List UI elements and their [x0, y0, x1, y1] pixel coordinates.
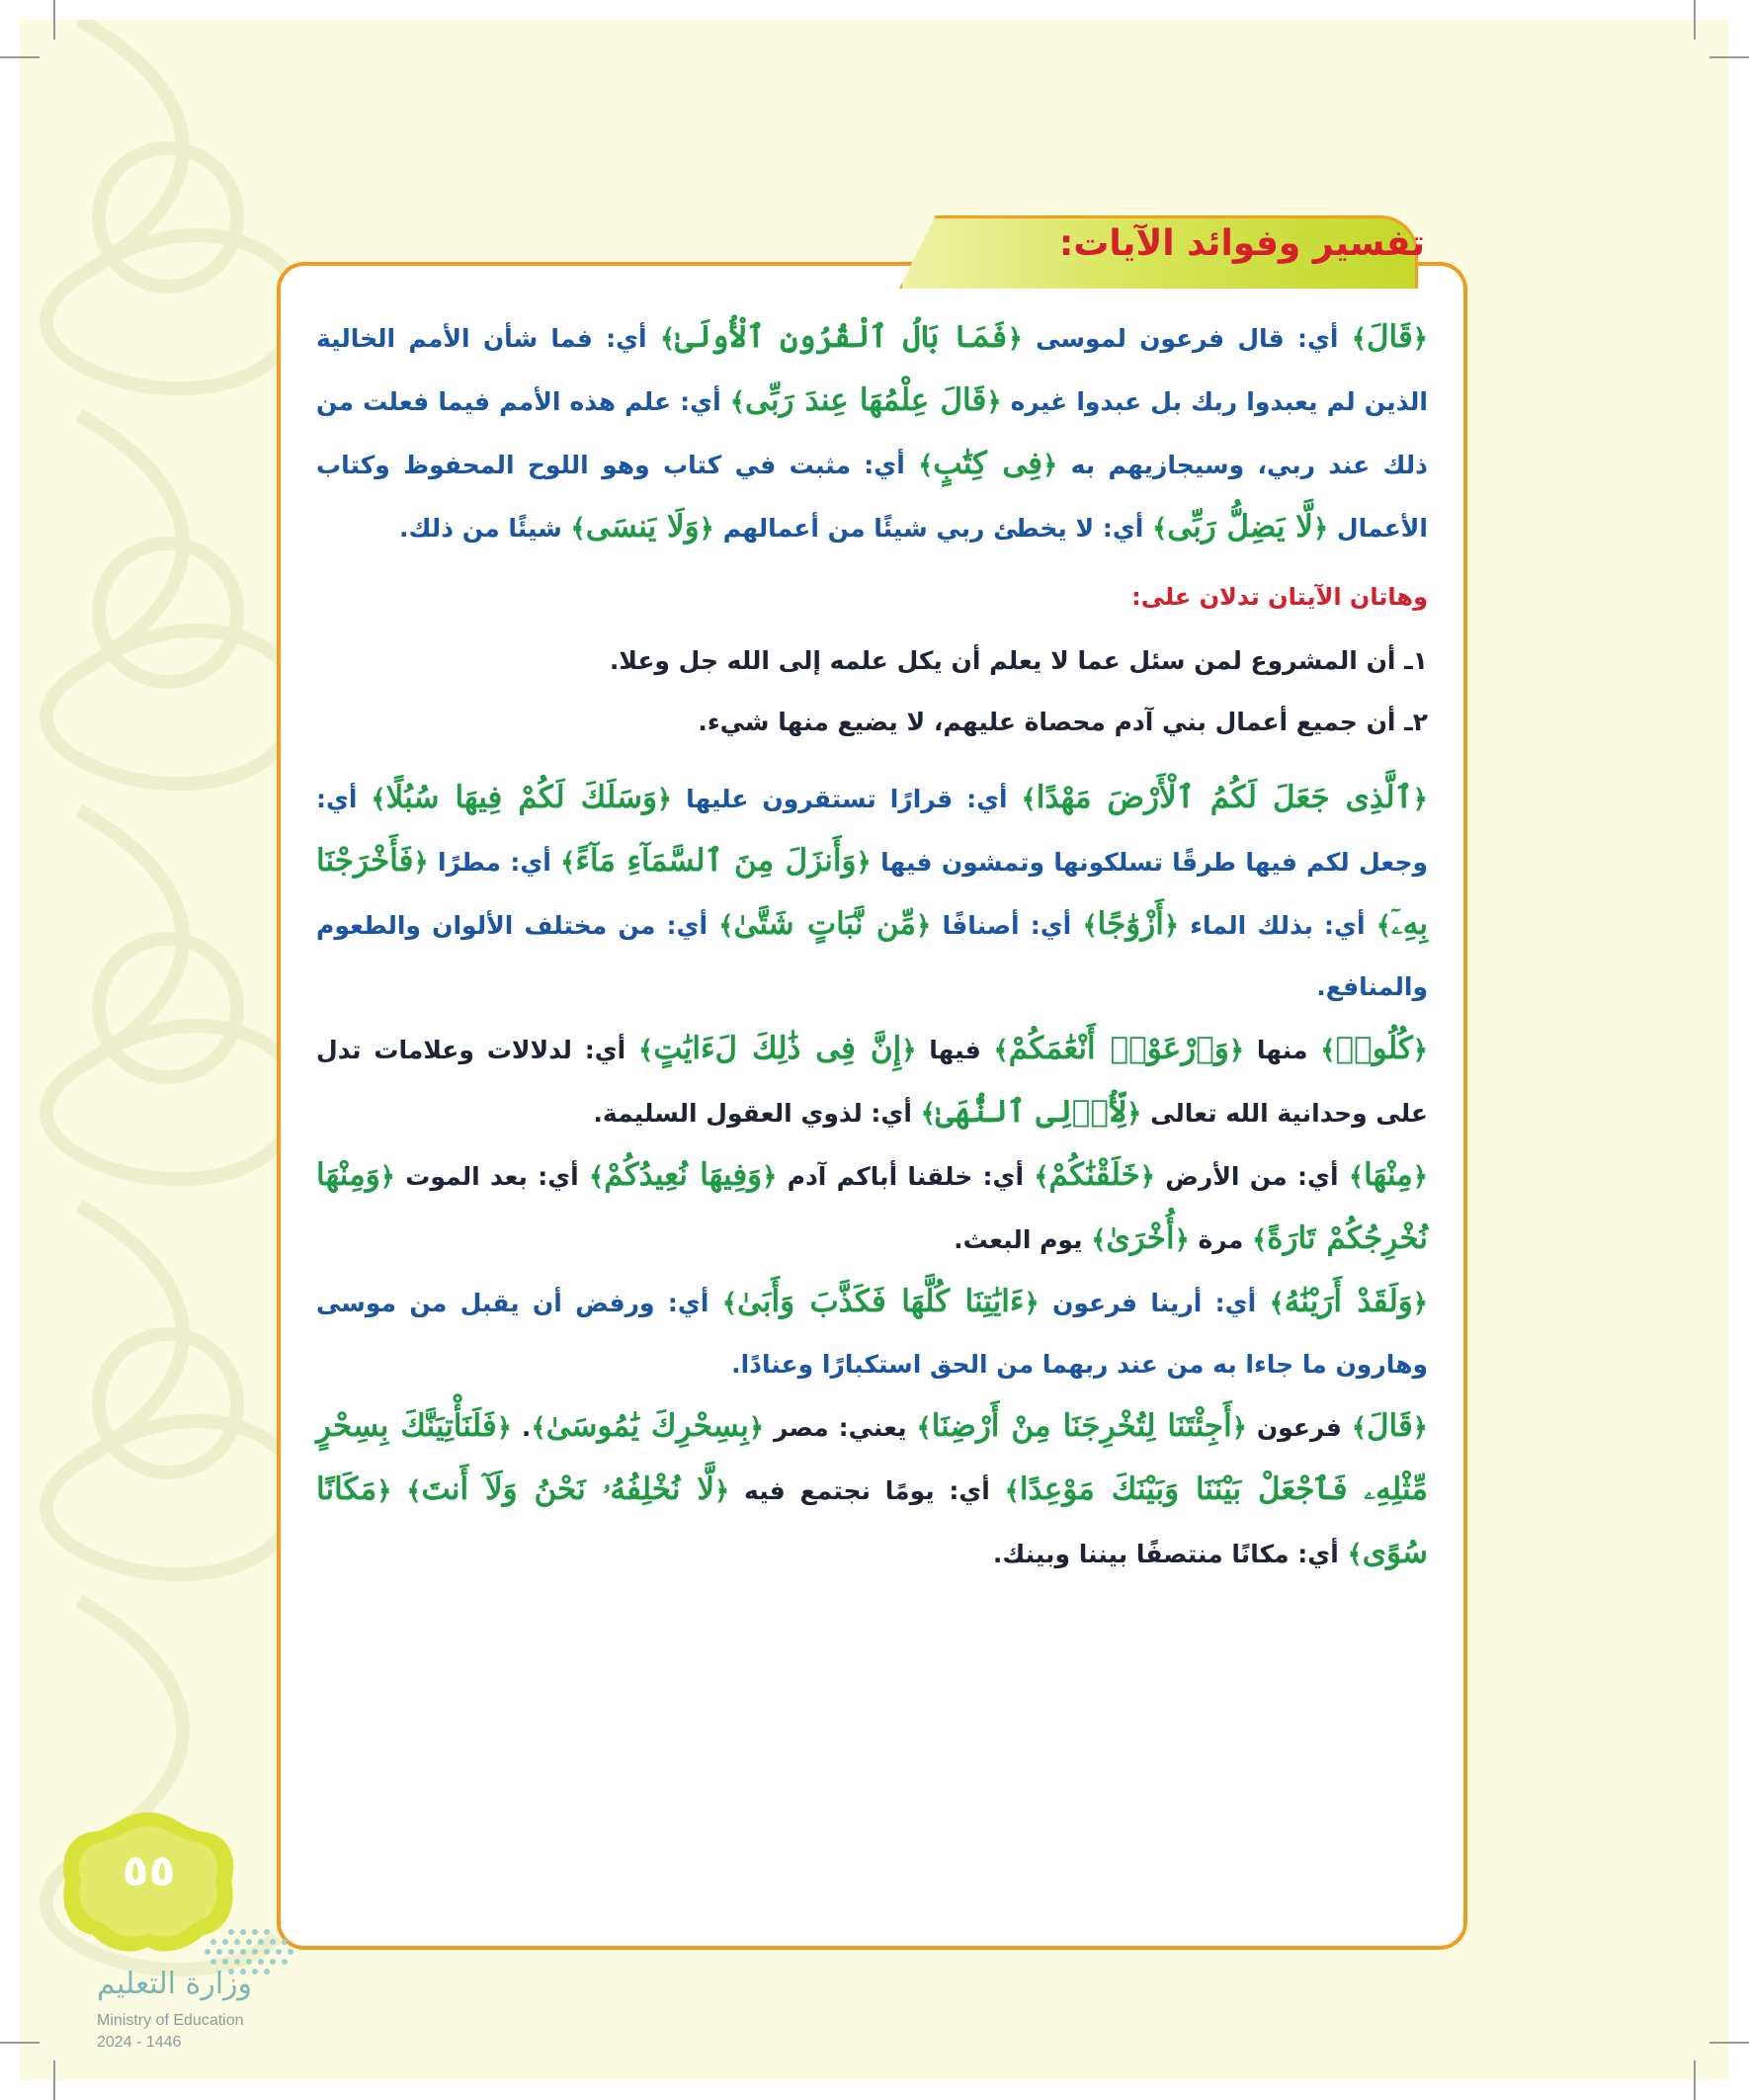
- explanation-text: مرة: [1189, 1225, 1253, 1254]
- ornate-bracket: ﴾: [729, 387, 745, 417]
- quran-verse: وَأَنزَلَ مِنَ ٱلسَّمَآءِ مَآءً: [575, 843, 857, 879]
- quran-verse: لَّا يَضِلُّ رَبِّى: [1167, 509, 1313, 545]
- ornate-bracket: ﴿: [1412, 1289, 1428, 1318]
- ornate-bracket: ﴾: [1091, 1225, 1107, 1255]
- ministry-name-english: Ministry of Education: [97, 2012, 244, 2029]
- explanation-text: [391, 1476, 406, 1505]
- explanation-text: أي: أرينا فرعون: [1039, 1289, 1270, 1317]
- ornate-bracket: ﴾: [406, 1476, 422, 1506]
- crop-mark: [0, 56, 40, 58]
- ornate-bracket: ﴾: [1375, 911, 1391, 941]
- explanation-text: أي: ورفض أن يقبل من موسى وهارون ما جاءا به من عند ربهما من الحق استكبارًا وعنادًا.: [316, 1289, 1428, 1379]
- ornate-bracket: ﴿: [376, 1476, 392, 1506]
- quran-verse: لَّا نُخْلِفُهُۥ نَحْنُ وَلَآ أَنتَ: [421, 1471, 715, 1507]
- quran-verse: وَلَقَدْ أَرَيْنَٰهُ: [1284, 1284, 1413, 1319]
- quran-verse: مِنْهَا: [1364, 1157, 1413, 1193]
- ornate-bracket: ﴾: [1021, 785, 1037, 814]
- ornate-bracket: ﴿: [901, 1036, 917, 1065]
- explanation-text: .: [511, 1413, 532, 1442]
- crop-mark: [1694, 2060, 1696, 2100]
- ornate-bracket: ﴿: [1312, 514, 1329, 544]
- quran-verse: وَلَا يَنسَى: [585, 509, 700, 545]
- paragraph-tafsir-6: [316, 1395, 1428, 1585]
- explanation-text: أي: لا يخطئ ربي شيئًا من أعمالهم: [713, 514, 1153, 543]
- ornate-bracket: ﴿: [699, 514, 714, 544]
- ornate-bracket: ﴿: [1042, 451, 1058, 480]
- ornate-bracket: ﴿: [748, 1413, 765, 1443]
- explanation-text: أي: فما شأن الأمم الخالية الذين لم يعبدوا ربك بل عبدوا غيره: [316, 324, 1428, 416]
- quran-verse: قَالَ: [1366, 1408, 1413, 1444]
- crop-mark: [53, 0, 55, 40]
- quran-verse: فِى كِتَٰبٍ: [933, 446, 1043, 481]
- ornate-bracket: ﴾: [531, 1413, 546, 1443]
- explanation-text: أي: وجعل لكم فيها طرقًا تسلكونها وتمشون فيها: [316, 785, 1428, 877]
- quran-verse: ءَايَٰتِنَا كُلَّهَا فَكَذَّبَ وَأَبَىٰ: [737, 1284, 1025, 1319]
- crop-mark: [1694, 0, 1696, 40]
- ornate-bracket: ﴿: [1412, 1162, 1429, 1192]
- quran-verse: فَلَنَأْتِيَنَّكَ بِسِحْرٍ مِّثْلِهِۦ فَٱجْعَلْ بَيْنَنَا وَبَيْنَكَ مَوْعِدًا: [316, 1408, 1428, 1507]
- ornate-bracket: ﴿: [986, 387, 1002, 417]
- explanation-text: أي: لذوي العقول السليمة.: [593, 1099, 921, 1128]
- quran-verse: وَسَلَكَ لَكُمْ فِيهَا سُبُلًا: [385, 780, 657, 815]
- ornate-bracket: ﴾: [1034, 1162, 1049, 1192]
- quran-verse: قَالَ: [1366, 319, 1413, 355]
- bracket: ﴿: [1412, 324, 1428, 354]
- quran-verse: كُلُوا۟: [1335, 1031, 1413, 1066]
- quran-verse: أُخْرَىٰ: [1106, 1220, 1175, 1256]
- ornate-bracket: ﴾: [1269, 1289, 1285, 1318]
- ornate-bracket: ﴾: [718, 911, 734, 941]
- ornate-bracket: ﴾: [721, 1289, 737, 1318]
- quran-verse: لِّأُو۟لِى ٱلنُّهَىٰ: [935, 1094, 1127, 1130]
- ornate-bracket: ﴿: [1024, 1289, 1040, 1318]
- paragraph-tafsir-5: [316, 1271, 1428, 1395]
- quran-verse: وَفِيهَا نُعِيدُكُمْ: [604, 1157, 763, 1193]
- crop-mark: [0, 2042, 40, 2044]
- benefit-point-2: ٢ـ أن جميع أعمال بني آدم محصاة عليهم، لا يضيع منها شيء.: [698, 708, 1428, 736]
- quran-verse: قَالَ عِلْمُهَا عِندَ رَبِّى: [744, 382, 987, 418]
- ornate-bracket: ﴿: [714, 1476, 730, 1506]
- ornate-bracket: ﴿: [1007, 324, 1023, 354]
- ornate-bracket: ﴾: [1320, 1036, 1336, 1065]
- edition-year: 2024 - 1446: [97, 2034, 182, 2051]
- ornate-bracket: ﴾: [918, 451, 934, 480]
- quran-verse: إِنَّ فِى ذَٰلِكَ لَءَايَٰتٍ: [653, 1031, 902, 1066]
- explanation-text: فيها: [916, 1036, 994, 1064]
- section-title: تفسير وفوائد الآيات:: [1058, 223, 1425, 264]
- explanation-text: أي: خلقنا أباكم آدم: [777, 1162, 1035, 1191]
- ornate-bracket: ﴿: [856, 848, 872, 878]
- explanation-text: أي: أصنافًا: [931, 911, 1083, 940]
- explanation-text: أي: قال فرعون لموسى: [1022, 324, 1352, 353]
- quran-verse: خَلَقْنَٰكُمْ: [1048, 1157, 1140, 1193]
- ornate-bracket: ﴿: [916, 911, 932, 941]
- explanation-text: يعني: مصر: [764, 1413, 917, 1442]
- ornate-bracket: ﴿: [379, 1162, 395, 1192]
- paragraph-tafsir-4: [316, 1144, 1428, 1271]
- explanation-text: يوم البعث.: [954, 1225, 1092, 1254]
- explanation-text: أي: بعد الموت: [394, 1162, 590, 1191]
- quran-verse: ٱلَّذِى جَعَلَ لَكُمُ ٱلْأَرْضَ مَهْدًا: [1036, 780, 1413, 815]
- benefit-point-1: ١ـ أن المشروع لمن سئل عما لا يعلم أن يكل علمه إلى الله جل وعلا.: [609, 646, 1428, 675]
- ornate-bracket: ﴿: [413, 848, 429, 878]
- bracket: ﴾: [1351, 324, 1367, 354]
- ornate-bracket: ﴾: [1082, 911, 1098, 941]
- quran-verse: بِسِحْرِكَ يَٰمُوسَىٰ: [545, 1408, 749, 1444]
- quran-verse: وَٱرْعَوْا۟ أَنْعَٰمَكُمْ: [1008, 1031, 1229, 1066]
- explanation-text: منها: [1244, 1036, 1321, 1064]
- explanation-text: أي: من مختلف الألوان والطعوم والمنافع.: [316, 911, 1428, 1001]
- quran-verse: مِّن نَّبَاتٍ شَتَّىٰ: [733, 906, 917, 942]
- ornate-bracket: ﴾: [920, 1099, 936, 1129]
- explanation-text: شيئًا من ذلك.: [399, 514, 571, 543]
- ornate-bracket: ﴿: [1139, 1162, 1155, 1192]
- ornate-bracket: ﴿: [1163, 911, 1180, 941]
- ornate-bracket: ﴾: [570, 514, 586, 544]
- explanation-text: أي: مطرًا: [428, 848, 561, 877]
- ornate-bracket: ﴾: [993, 1036, 1009, 1065]
- crop-mark: [1709, 56, 1749, 58]
- explanation-text: أي: علم هذه الأمم فيما فعلت من ذلك عند ربي، وسيجازيهم به: [316, 387, 1428, 479]
- explanation-text: فرعون: [1246, 1413, 1352, 1442]
- content-body: [316, 306, 1428, 1585]
- paragraph-tafsir-1: [316, 306, 1428, 559]
- crop-mark: [1709, 2042, 1749, 2044]
- quran-verse: أَزْوَٰجًا: [1097, 906, 1164, 942]
- quran-verse: أَجِئْتَنَا لِتُخْرِجَنَا مِنْ أَرْضِنَا: [931, 1408, 1232, 1444]
- ornate-bracket: ﴿: [1412, 1036, 1428, 1065]
- paragraph-tafsir-3: [316, 1018, 1428, 1144]
- ornate-bracket: ﴾: [1351, 1413, 1367, 1443]
- benefits-intro: وهاتان الآيتان تدلان على:: [1131, 583, 1428, 611]
- quran-verse: فَمَا بَالُ ٱلْقُرُونِ ٱلْأُولَىٰ: [675, 319, 1008, 355]
- ornate-bracket: ﴾: [659, 324, 676, 354]
- ornate-bracket: ﴾: [589, 1162, 605, 1192]
- ornate-bracket: ﴿: [1126, 1099, 1142, 1129]
- explanation-text: أي: لدلالات وعلامات تدل على وحدانية الله تعالى: [316, 1036, 1428, 1128]
- ministry-name-arabic: وزارة التعليم: [97, 1967, 253, 2001]
- ornate-bracket: ﴿: [1412, 785, 1428, 814]
- explanation-text: أي: يومًا نجتمع فيه: [729, 1476, 1005, 1505]
- quran-verse: وَمِنْهَا نُخْرِجُكُمْ تَارَةً: [316, 1157, 1428, 1256]
- page-number: ٥٥: [122, 1846, 176, 1896]
- ornate-bracket: ﴾: [1004, 1476, 1020, 1506]
- ornate-bracket: ﴾: [1152, 514, 1168, 544]
- explanation-text: أي: بذلك الماء: [1179, 911, 1376, 940]
- crop-mark: [53, 2060, 55, 2100]
- explanation-text: أي: مثبت في كتاب وهو اللوح المحفوظ وكتاب الأعمال: [316, 451, 1428, 543]
- quran-verse: مَكَانًا سُوًى: [316, 1471, 1428, 1570]
- ornate-bracket: ﴿: [1412, 1413, 1429, 1443]
- ornate-bracket: ﴿: [1231, 1413, 1247, 1443]
- ornate-bracket: ﴾: [1348, 1162, 1365, 1192]
- explanation-text: أي: من الأرض: [1155, 1162, 1349, 1191]
- ornate-bracket: ﴾: [371, 785, 386, 814]
- explanation-text: أي: مكانًا منتصفًا بيننا وبينك.: [992, 1540, 1348, 1568]
- explanation-text: أي: قرارًا تستقرون عليها: [672, 785, 1022, 813]
- ornate-bracket: ﴾: [1252, 1225, 1268, 1255]
- quran-verse: فَأَخْرَجْنَا بِهِۦٓ: [316, 843, 1428, 942]
- ornate-bracket: ﴿: [656, 785, 673, 814]
- ornate-bracket: ﴾: [1347, 1540, 1363, 1569]
- ornate-bracket: ﴾: [560, 848, 576, 878]
- ornate-bracket: ﴾: [916, 1413, 932, 1443]
- ornate-bracket: ﴿: [762, 1162, 778, 1192]
- ornate-bracket: ﴾: [638, 1036, 654, 1065]
- ornate-bracket: ﴿: [496, 1413, 512, 1443]
- ornate-bracket: ﴿: [1174, 1225, 1190, 1255]
- paragraph-tafsir-2: [316, 767, 1428, 1018]
- ornate-bracket: ﴿: [1228, 1036, 1245, 1065]
